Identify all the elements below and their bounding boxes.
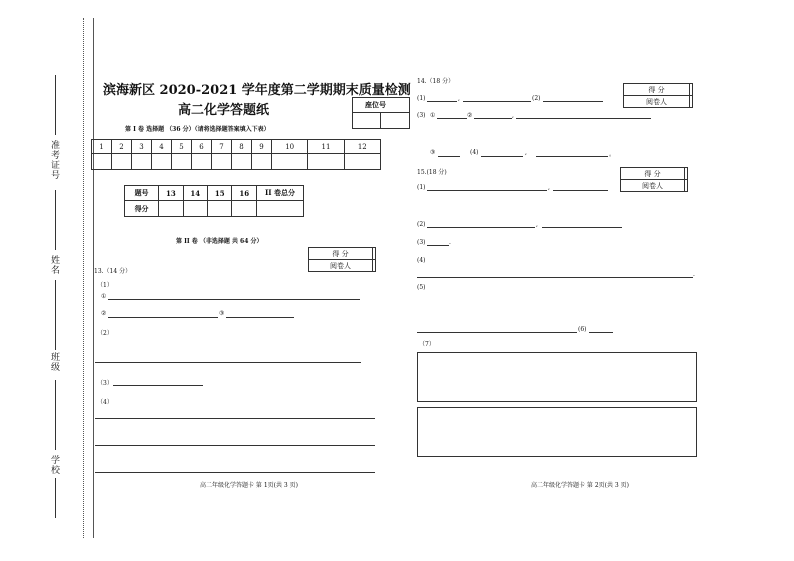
q13-part: ③ (219, 310, 225, 317)
q14-part: , (458, 95, 460, 102)
answer-line[interactable] (474, 118, 512, 119)
q15-part: (1) (417, 184, 426, 191)
choice-answer-cell[interactable] (132, 154, 152, 170)
q15-part: . (693, 271, 695, 278)
grader-name-cell[interactable] (373, 260, 376, 272)
grader-name-label: 阅卷人 (624, 96, 690, 108)
score-row-label: 得分 (125, 201, 159, 217)
q14-part: (3) (417, 112, 426, 119)
grader-score-cell[interactable] (690, 84, 693, 96)
q14-part: 。 (609, 151, 616, 158)
q13-part: （2） (97, 330, 113, 337)
score-header: 15 (208, 186, 232, 201)
choice-answer-cell[interactable] (344, 154, 380, 170)
grader-score-label: 得 分 (309, 248, 373, 260)
answer-line[interactable] (417, 332, 577, 333)
seat-number-label: 座位号 (365, 100, 386, 109)
answer-line[interactable] (108, 299, 360, 300)
page-title: 滨海新区 2020-2021 学年度第二学期期末质量检测 (103, 83, 411, 98)
answer-line[interactable] (113, 385, 203, 386)
q14-part: , (525, 149, 527, 156)
answer-line[interactable] (543, 101, 603, 102)
answer-line[interactable] (417, 277, 693, 278)
grader-box-q14 (623, 83, 693, 108)
q15-part: . (449, 239, 451, 246)
footer-left: 高二年级化学答题卡 第 1页(共 3 页) (200, 482, 298, 489)
q14-part: (4) (470, 149, 479, 156)
binding-margin-line (93, 18, 94, 538)
answer-line[interactable] (536, 156, 608, 157)
answer-line[interactable] (481, 156, 523, 157)
answer-line[interactable] (95, 418, 375, 419)
choice-answer-cell[interactable] (172, 154, 192, 170)
answer-line[interactable] (553, 190, 608, 191)
answer-box[interactable] (417, 352, 697, 402)
choice-answer-cell[interactable] (252, 154, 272, 170)
q13-part: （4） (97, 399, 113, 406)
score-cell[interactable] (208, 201, 232, 217)
answer-line[interactable] (427, 245, 449, 246)
choice-number: 11 (308, 140, 344, 154)
grader-score-label: 得 分 (621, 168, 685, 180)
answer-line[interactable] (589, 332, 613, 333)
q14-part: , (512, 112, 514, 119)
answer-line[interactable] (95, 362, 361, 363)
score-header: II 卷总分 (257, 186, 304, 201)
score-cell[interactable] (257, 201, 304, 217)
answer-line[interactable] (108, 317, 218, 318)
choice-answer-cell[interactable] (232, 154, 252, 170)
q15-part: (4) (417, 257, 426, 264)
choice-answer-cell[interactable] (192, 154, 212, 170)
answer-line[interactable] (542, 227, 622, 228)
answer-line[interactable] (463, 101, 531, 102)
grader-name-label: 阅卷人 (621, 180, 685, 192)
q15-part: (5) (417, 284, 426, 291)
label-name: 姓名 (49, 255, 59, 275)
part1-heading: 第 I 卷 选择题 （36 分）（请将选择题答案填入下表） (125, 126, 270, 133)
grader-score-cell[interactable] (685, 168, 688, 180)
score-header: 16 (232, 186, 257, 201)
grader-score-label: 得 分 (624, 84, 690, 96)
grader-box-q13 (308, 247, 376, 272)
q15-part: （7） (419, 341, 435, 348)
answer-line[interactable] (95, 472, 375, 473)
part2-heading: 第 II 卷 （非选择题 共 64 分） (176, 238, 263, 245)
choice-answer-cell[interactable] (308, 154, 344, 170)
answer-line[interactable] (226, 317, 294, 318)
choice-number: 3 (132, 140, 152, 154)
q15-part: , (536, 221, 538, 228)
footer-right: 高二年级化学答题卡 第 2页(共 3 页) (531, 482, 629, 489)
answer-line[interactable] (437, 118, 467, 119)
q13-part: ② (101, 310, 107, 317)
page-subtitle: 高二化学答题纸 (178, 103, 270, 118)
choice-number: 12 (344, 140, 380, 154)
score-header: 题号 (125, 186, 159, 201)
grader-score-cell[interactable] (373, 248, 376, 260)
answer-line[interactable] (427, 227, 535, 228)
q15-part: (2) (417, 221, 426, 228)
score-cell[interactable] (159, 201, 183, 217)
answer-line[interactable] (427, 101, 457, 102)
label-class: 班级 (49, 352, 59, 372)
choice-number: 4 (152, 140, 172, 154)
choice-answer-cell[interactable] (152, 154, 172, 170)
binding-dotted-line (83, 18, 84, 538)
label-exam-id: 准考证号 (49, 140, 59, 180)
q14-part: ③ (430, 149, 436, 156)
choice-number: 7 (212, 140, 232, 154)
q14-part: (1) (417, 95, 426, 102)
answer-line[interactable] (95, 445, 375, 446)
q15-label: 15.(18 分) (417, 169, 447, 176)
score-header: 14 (183, 186, 207, 201)
q13-part: ① (101, 293, 107, 300)
seat-number-box[interactable] (352, 97, 410, 129)
q15-part: (6) (578, 326, 587, 333)
q13-label: 13.（14 分） (94, 268, 132, 275)
score-cell[interactable] (232, 201, 257, 217)
grader-name-cell[interactable] (690, 96, 693, 108)
q13-part: （3） (97, 380, 113, 387)
grader-name-label: 阅卷人 (309, 260, 373, 272)
answer-line[interactable] (516, 118, 651, 119)
choice-answer-cell[interactable] (272, 154, 308, 170)
choice-answer-cell[interactable] (212, 154, 232, 170)
q14-label: 14.（18 分） (417, 78, 455, 85)
q15-part: (3) (417, 239, 426, 246)
label-school: 学校 (49, 455, 59, 475)
choice-answer-table (91, 139, 381, 170)
choice-number: 5 (172, 140, 192, 154)
choice-number: 10 (272, 140, 308, 154)
q14-part: (2) (532, 95, 541, 102)
q14-part: ① (430, 112, 436, 119)
choice-number: 8 (232, 140, 252, 154)
score-header: 13 (159, 186, 183, 201)
choice-number: 2 (112, 140, 132, 154)
q13-part: （1） (97, 282, 113, 289)
choice-number: 9 (252, 140, 272, 154)
choice-number: 1 (92, 140, 112, 154)
q14-part: ② (467, 112, 473, 119)
grader-name-cell[interactable] (685, 180, 688, 192)
score-summary-table (124, 185, 304, 217)
choice-answer-cell[interactable] (92, 154, 112, 170)
choice-number: 6 (192, 140, 212, 154)
answer-line[interactable] (427, 190, 547, 191)
q15-part: , (548, 184, 550, 191)
grader-box-q15 (620, 167, 688, 192)
choice-answer-cell[interactable] (112, 154, 132, 170)
answer-line[interactable] (438, 156, 460, 157)
score-cell[interactable] (183, 201, 207, 217)
answer-box[interactable] (417, 407, 697, 457)
